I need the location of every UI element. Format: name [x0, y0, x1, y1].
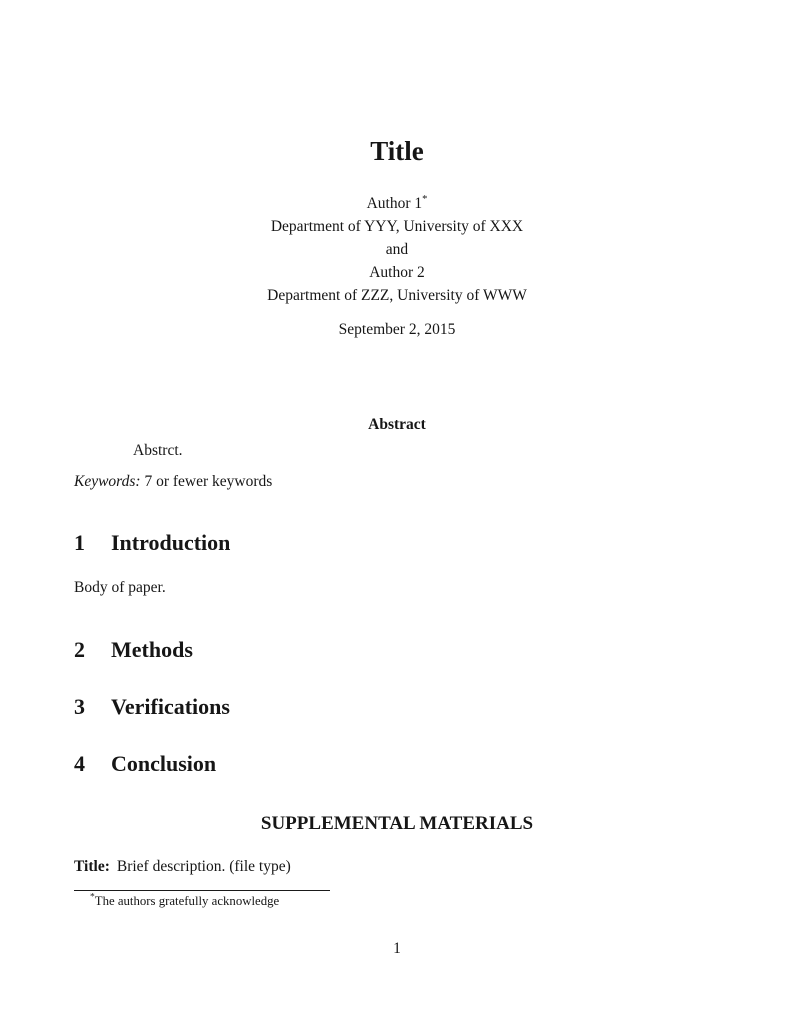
author-1-affiliation: Department of YYY, University of XXX	[270, 218, 524, 235]
footnote-rule	[74, 890, 330, 891]
abstract-heading: Abstract	[368, 416, 426, 433]
author-block	[74, 192, 720, 307]
keywords-line	[74, 473, 272, 491]
abstract-text: Abstrct.	[133, 442, 183, 459]
section-number: 4	[74, 751, 85, 776]
author-footnote-marker: *	[422, 193, 428, 205]
author-1-name: Author 1	[366, 195, 423, 212]
section-title: Conclusion	[111, 751, 217, 776]
section-title: Verifications	[111, 694, 230, 719]
page-number: 1	[393, 940, 401, 957]
supplemental-item-text: Brief description. (file type)	[116, 858, 291, 875]
paper-title: Title	[370, 136, 424, 166]
supplemental-item-label: Title:	[74, 858, 110, 875]
section-title: Methods	[111, 637, 193, 662]
supplemental-materials-heading: SUPPLEMENTAL MATERIALS	[260, 813, 534, 834]
section-heading-verifications	[74, 694, 720, 720]
section-heading-conclusion	[74, 751, 720, 777]
footnote-line	[74, 894, 720, 909]
footnote-text: The authors gratefully acknowledge	[94, 894, 280, 908]
keywords-label: Keywords:	[74, 473, 141, 490]
section-title: Introduction	[111, 530, 231, 555]
section-number: 2	[74, 637, 85, 662]
section-number: 1	[74, 530, 85, 555]
author-1-line	[74, 192, 720, 215]
author-connector: and	[385, 241, 409, 258]
keywords-text: 7 or fewer keywords	[144, 473, 273, 490]
section-heading-introduction	[74, 530, 720, 556]
author-2-name: Author 2	[369, 264, 425, 281]
paper-date: September 2, 2015	[338, 321, 456, 338]
section-number: 3	[74, 694, 85, 719]
supplemental-item	[74, 858, 720, 876]
footnote-marker: *	[90, 892, 95, 903]
section-heading-methods	[74, 637, 720, 663]
author-2-affiliation: Department of ZZZ, University of WWW	[267, 287, 527, 304]
section-body-introduction: Body of paper.	[74, 579, 166, 596]
